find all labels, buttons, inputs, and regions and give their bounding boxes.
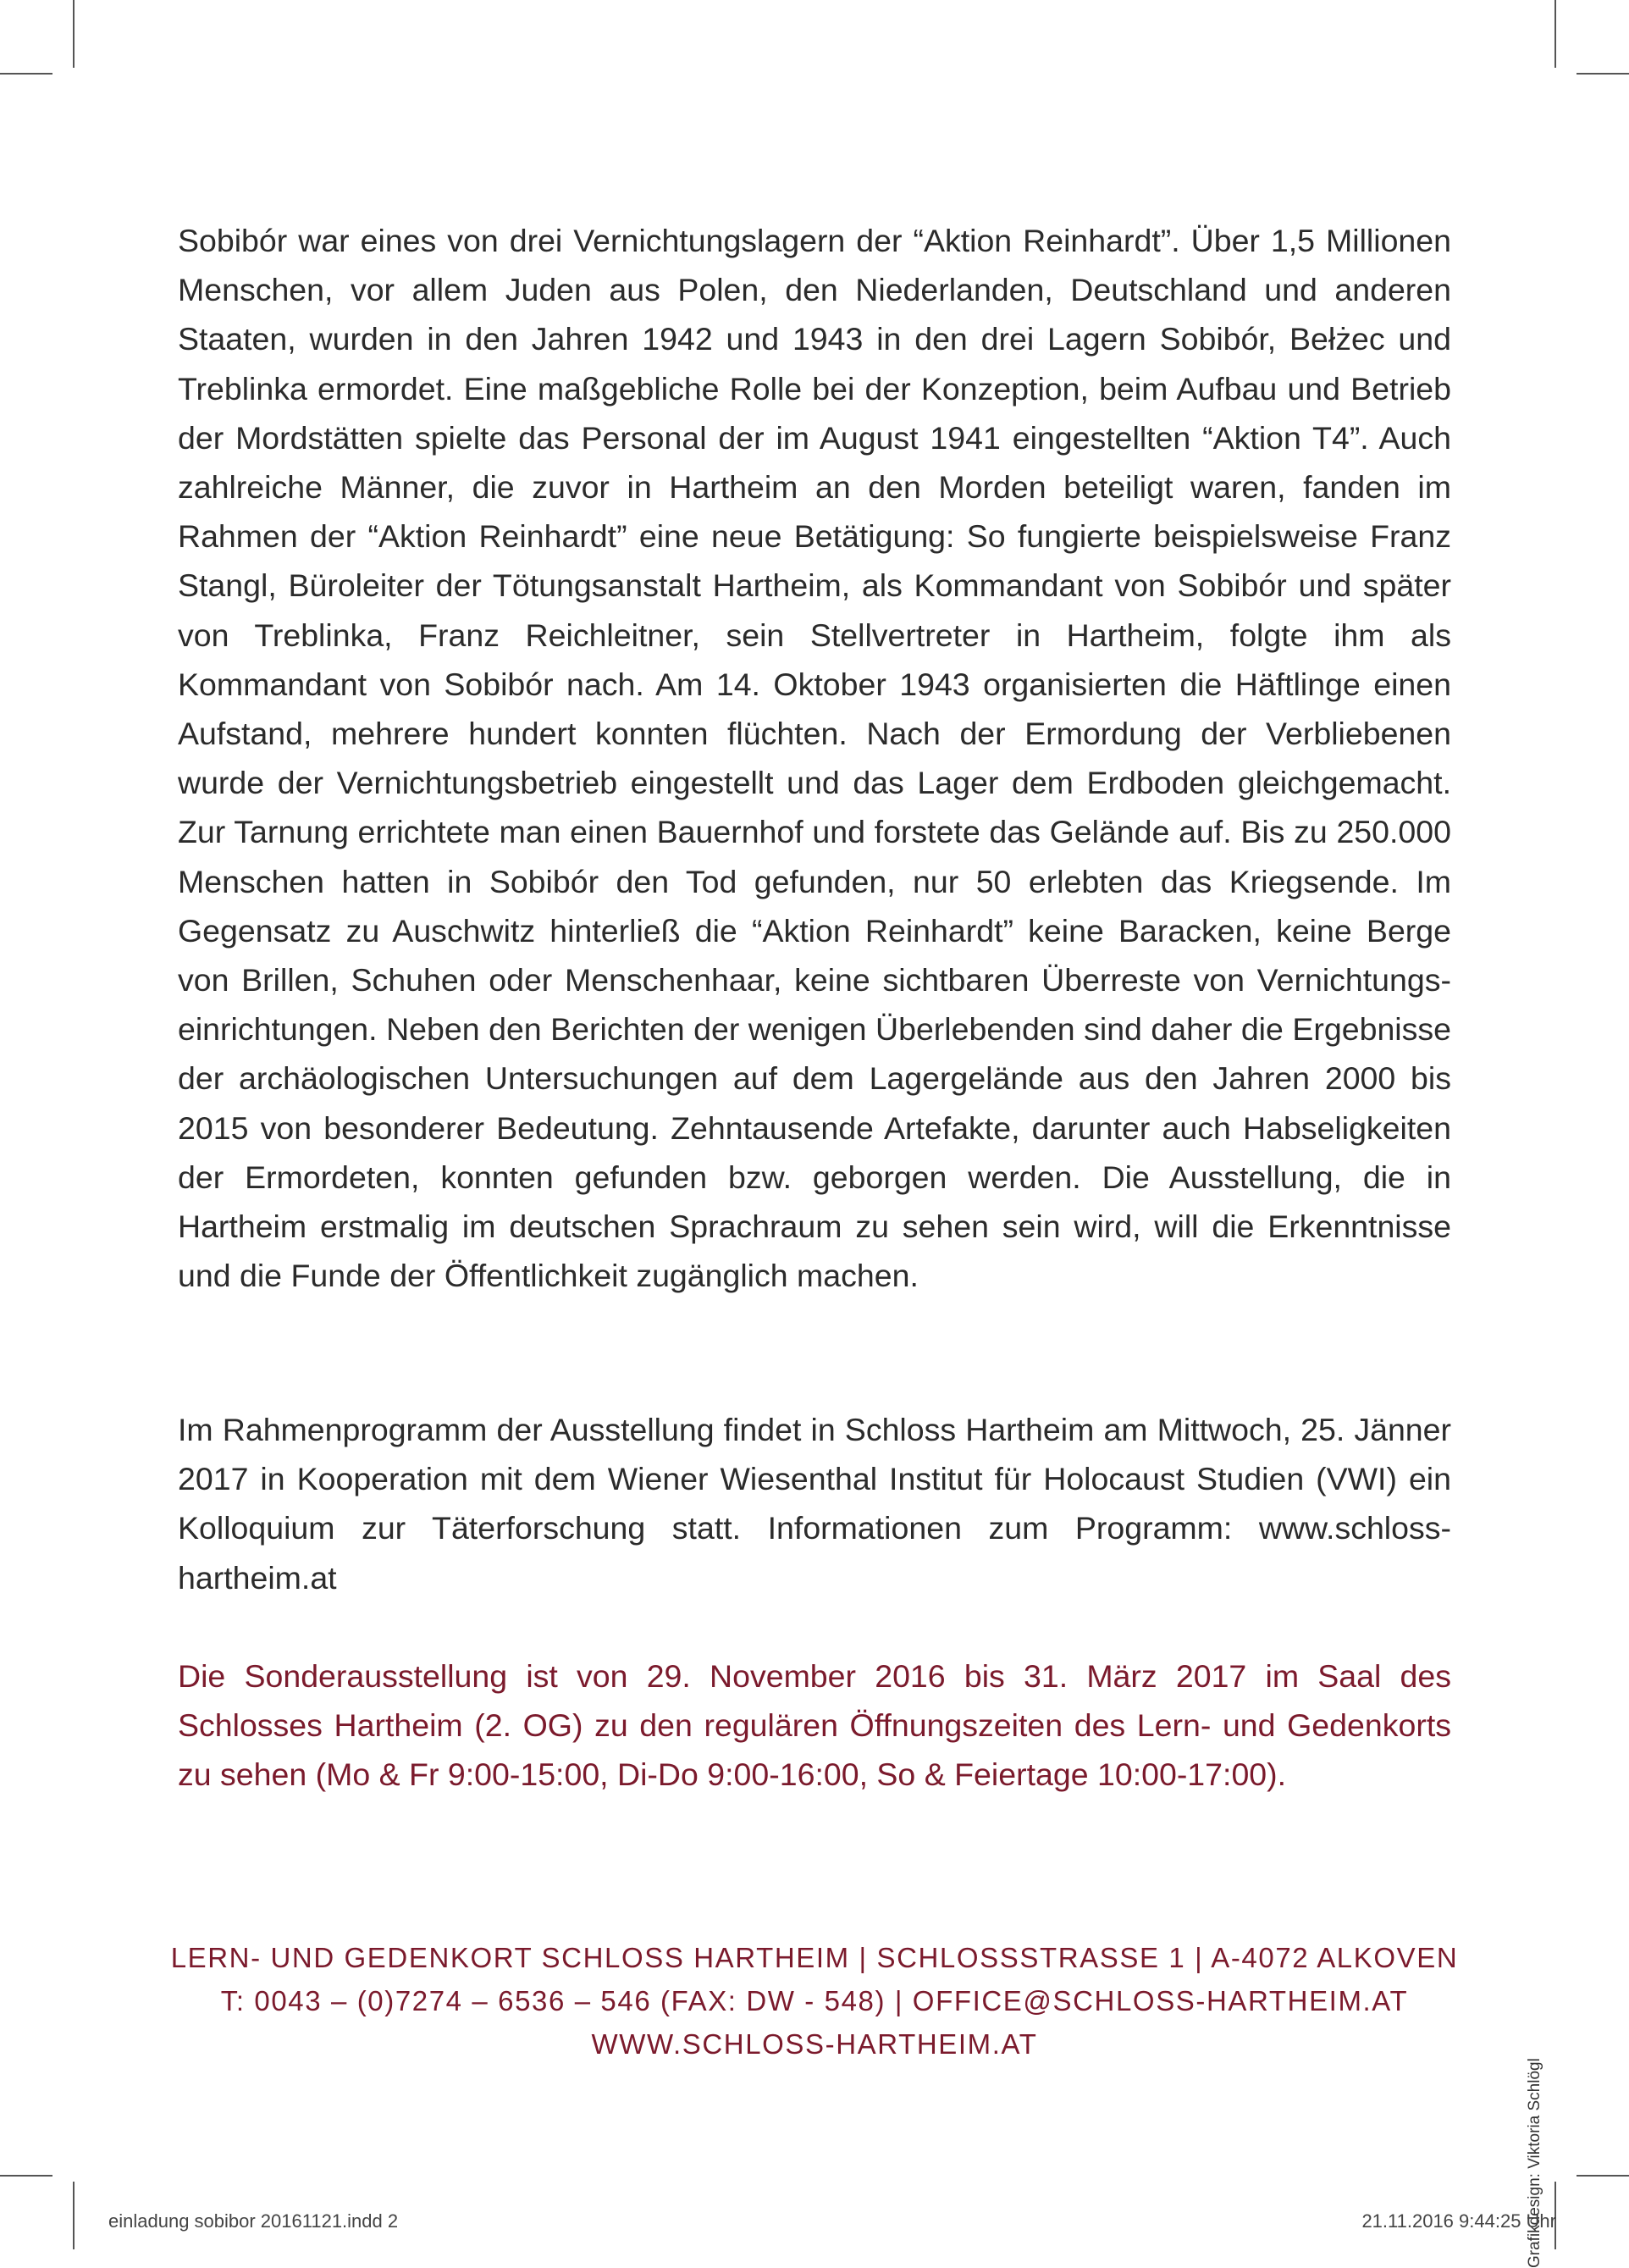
crop-mark-bottom-right-horizontal	[1577, 2175, 1629, 2177]
footer-address-line: LERN- UND GEDENKORT SCHLOSS HARTHEIM | SCHLOSSSTRASSE 1 | A-4072 ALKOVEN	[170, 1942, 1459, 1973]
crop-mark-top-right-horizontal	[1577, 73, 1629, 75]
body-paragraph-history: Sobibór war eines von drei Vernichtungslagern der “Aktion Reinhardt”. Über 1,5 Millionen Menschen, vor allem Juden aus Polen, den Niederlanden, Deutschland und anderen Staaten, wurden in den Jahren 1942 und 1943 in den drei Lagern Sobibór, Bełżec und Treblinka ermordet. Eine maßgebliche Rolle bei der Konzeption, beim Aufbau und Betrieb der Mordstätten spielte das Personal der im August 1941 eingestellten “Aktion T4”. Auch zahlreiche Männer, die zuvor in Hartheim an den Morden beteiligt waren, fanden im Rahmen der “Aktion Reinhardt” eine neue Betätigung: So fungierte beispielsweise Franz Stangl, Büroleiter der Tötungsanstalt Hartheim, als Kommandant von Sobibór und später von Treblinka, Franz Reichleitner, sein Stellvertreter in Hartheim, folgte ihm als Kommandant von Sobibór nach. Am 14. Oktober 1943 organisierten die Häftlinge einen Aufstand, mehrere hundert konnten flüchten. Nach der Ermordung der Verbliebenen wurde der Vernichtungsbetrieb eingestellt und das Lager dem Erdboden gleichgemacht. Zur Tarnung errichtete man einen Bauernhof und forstete das Gelände auf. Bis zu 250.000 Menschen hatten in Sobibór den Tod gefunden, nur 50 erlebten das Kriegsende. Im Gegensatz zu Auschwitz hinterließ die “Aktion Reinhardt” keine Baracken, keine Berge von Brillen, Schuhen oder Menschenhaar, keine sichtbaren Überreste von Vernichtungseinrichtungen. Neben den Berichten der wenigen Überlebenden sind daher die Ergebnisse der archäologischen Untersuchungen auf dem Lagergelände aus den Jahren 2000 bis 2015 von besonderer Bedeutung. Zehntausende Artefakte, darunter auch Habseligkeiten der Ermordeten, konnten gefunden bzw. geborgen werden. Die Ausstellung, die in Hartheim erstmalig im deutschen Sprachraum zu sehen sein wird, will die Erkenntnisse und die Funde der Öffentlichkeit zugänglich machen.	[178, 223, 1451, 1294]
footer-address-block	[135, 1936, 1494, 2066]
crop-mark-top-left-horizontal	[0, 73, 52, 75]
crop-mark-bottom-left-horizontal	[0, 2175, 52, 2177]
crop-mark-bottom-left-vertical	[73, 2182, 75, 2249]
print-slug-filename: einladung sobibor 20161121.indd 2	[108, 2210, 399, 2232]
footer-contact-line: T: 0043 – (0)7274 – 6536 – 546 (FAX: DW - 548) | OFFICE@SCHLOSS-HARTHEIM.AT	[220, 1985, 1409, 2016]
crop-mark-top-right-vertical	[1554, 0, 1556, 68]
print-slug-datetime: 21.11.2016 9:44:25 Uhr	[1361, 2210, 1556, 2232]
crop-mark-top-left-vertical	[73, 0, 75, 68]
exhibition-dates-paragraph: Die Sonderausstellung ist von 29. November 2016 bis 31. März 2017 im Saal des Schlosses Hartheim (2. OG) zu den regulären Öffnungszeiten des Lern- und Gedenkorts zu sehen (Mo & Fr 9:00-15:00, Di-Do 9:00-16:00, So & Feiertage 10:00-17:00).	[178, 1658, 1451, 1793]
design-credit-text: Grafikdesign: Viktoria Schlögl	[1526, 2058, 1543, 2268]
footer-website-link[interactable]: WWW.SCHLOSS-HARTHEIM.AT	[591, 2028, 1038, 2060]
body-paragraph-program: Im Rahmenprogramm der Ausstellung findet in Schloss Hartheim am Mittwoch, 25. Jänner 2017 in Kooperation mit dem Wiener Wiesenthal Institut für Holocaust Studien (VWI) ein Kolloquium zur Täterforschung statt. Informationen zum Programm: www.schloss-hartheim.at	[178, 1412, 1451, 1596]
